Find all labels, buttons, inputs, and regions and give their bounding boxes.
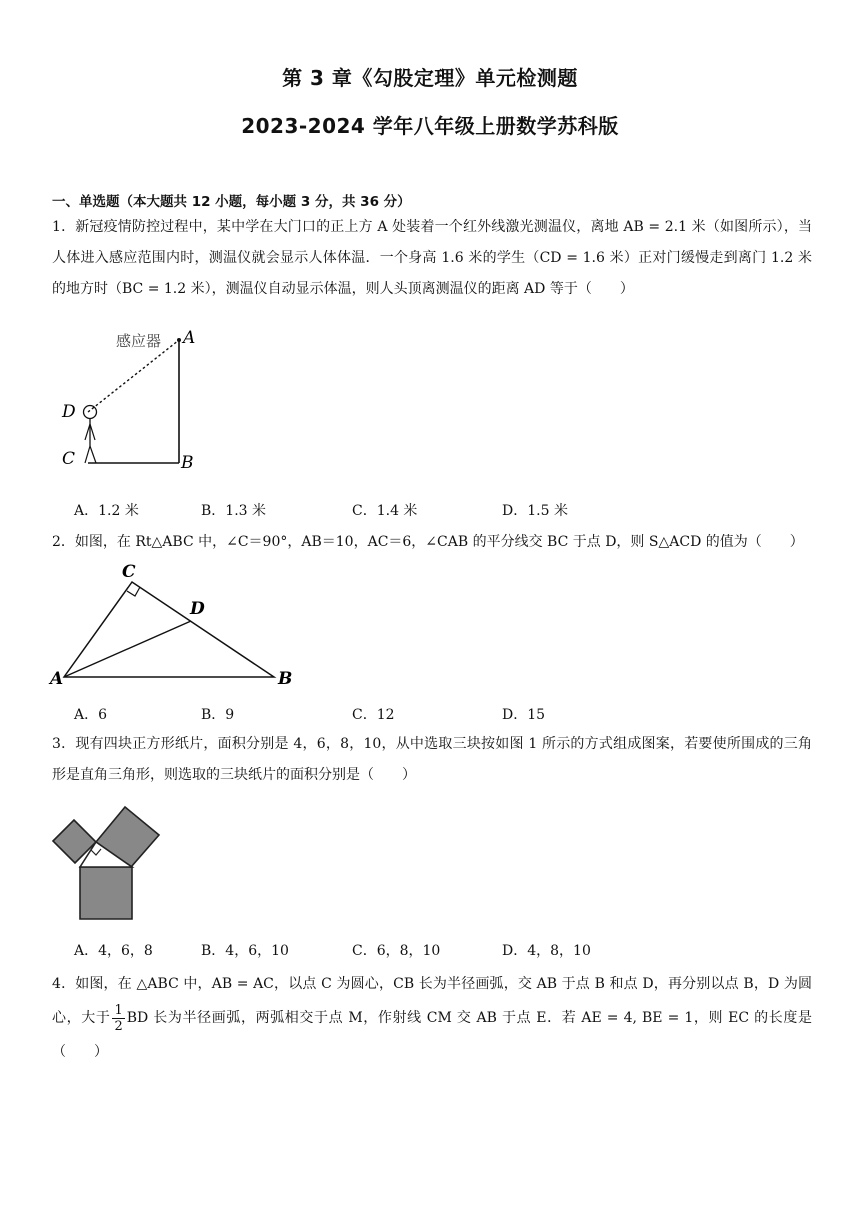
question-2-text: 2．如图，在 Rt△ABC 中，∠C＝90°，AB＝10，AC＝6，∠CAB 的平分线交 BC 于点 D，则 S△ACD 的值为（ ）	[52, 534, 804, 550]
student-head	[84, 406, 97, 419]
sensor-point	[177, 338, 181, 342]
option-c[interactable]: C．12	[352, 707, 395, 723]
option-d[interactable]: D．1.5 米	[502, 503, 568, 519]
question-1-figure	[52, 318, 212, 478]
question-2-figure	[48, 560, 298, 690]
label-B: B	[181, 453, 194, 473]
label-C: C	[122, 562, 136, 582]
bisector-ad	[64, 621, 191, 677]
question-4-text	[52, 967, 812, 1069]
option-b[interactable]: B．9	[201, 707, 235, 723]
section-heading: 一、单选题（本大题共 12 小题，每小题 3 分，共 36 分）	[52, 194, 411, 210]
document-title: 第 3 章《勾股定理》单元检测题	[282, 66, 578, 90]
option-b[interactable]: B．1.3 米	[201, 503, 267, 519]
question-4-text-start: 4．如图，在 △ABC 中，AB = AC，以点 C 为圆心，CB 长为半径画弧，交 AB 于点 B 和点 D，再分别以点 B，D 为圆心，大于	[52, 976, 812, 1026]
document-subtitle: 2023-2024 学年八年级上册数学苏科版	[241, 114, 619, 138]
option-b[interactable]: B．4，6，10	[201, 943, 289, 959]
option-d[interactable]: D．4，8，10	[502, 943, 591, 959]
right-angle-mark	[127, 587, 140, 596]
option-a[interactable]: A．6	[74, 707, 108, 723]
square-bottom	[80, 867, 132, 919]
question-3-text: 3．现有四块正方形纸片，面积分别是 4，6，8，10，从中选取三块按如图 1 所示的方式组成图案，若要使所围成的三角形是直角三角形，则选取的三块纸片的面积分别是（ ）	[52, 736, 812, 783]
label-A: A	[183, 328, 196, 348]
label-C: C	[62, 449, 76, 469]
question-4-text-end: BD 长为半径画弧，两弧相交于点 M，作射线 CM 交 AB 于点 E．若 AE = 4, BE = 1，则 EC 的长度是（ ）	[52, 1010, 813, 1060]
fraction-one-half	[112, 1003, 124, 1034]
label-A: A	[50, 669, 64, 689]
sensor-ray	[88, 340, 179, 412]
option-d[interactable]: D．15	[502, 707, 546, 723]
question-3-figure	[50, 800, 165, 925]
label-B: B	[278, 669, 293, 689]
sensor-label: 感应器	[116, 332, 162, 350]
fraction-numerator: 1	[114, 1002, 123, 1018]
label-D: D	[190, 599, 205, 619]
option-a[interactable]: A．1.2 米	[74, 503, 139, 519]
option-a[interactable]: A．4，6，8	[74, 943, 153, 959]
option-c[interactable]: C．1.4 米	[352, 503, 418, 519]
question-1-text: 1．新冠疫情防控过程中，某中学在大门口的正上方 A 处装着一个红外线激光测温仪，离地 AB = 2.1 米（如图所示），当人体进入感应范围内时，测温仪就会显示人体体温．一个身高 1.6 米的学生（CD = 1.6 米）正对门缓慢走到离门 1.2 米的地方时（BC = 1.2 米），测温仪自动显示体温，则人头顶离测温仪的距离 AD 等于（ ）	[52, 219, 812, 297]
option-c[interactable]: C．6，8，10	[352, 943, 441, 959]
label-D: D	[62, 402, 76, 422]
fraction-denominator: 2	[114, 1018, 123, 1034]
